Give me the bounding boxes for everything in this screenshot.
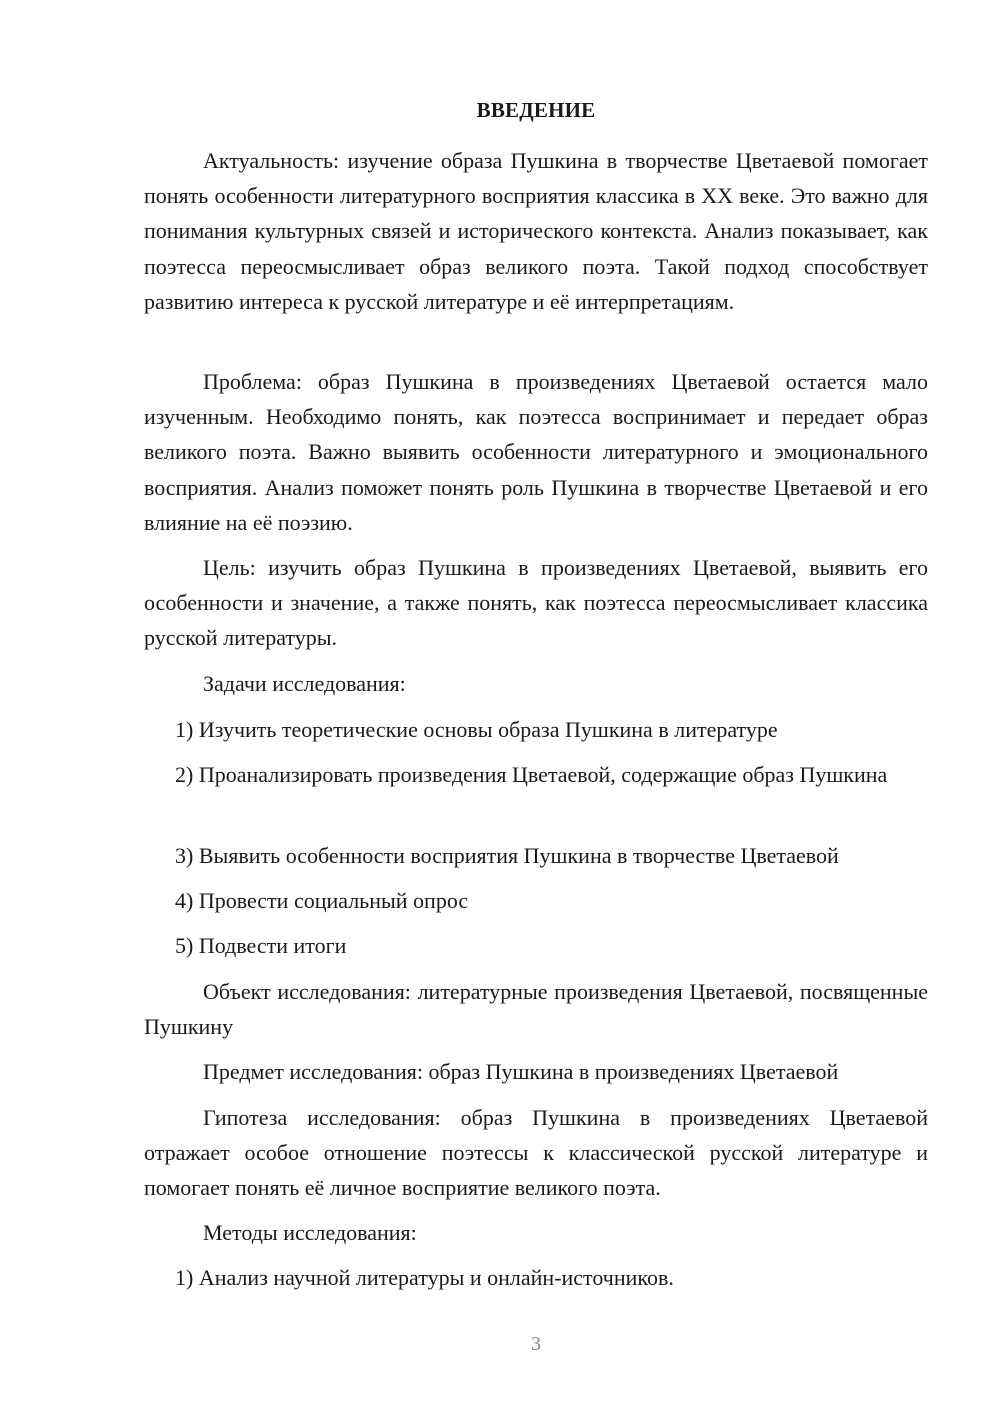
- section-title: ВВЕДЕНИЕ: [476, 98, 596, 122]
- paragraph-goal: Цель: изучить образ Пушкина в произведениях Цветаевой, выявить его особенности и значение, а также понять, как поэтесса переосмысливает классика русской литературы.: [144, 555, 928, 651]
- method-item-1: 1) Анализ научной литературы и онлайн-источников.: [175, 1265, 674, 1290]
- paragraph-subject: Предмет исследования: образ Пушкина в произведениях Цветаевой: [203, 1059, 839, 1084]
- paragraph-tasks-heading: Задачи исследования:: [203, 671, 406, 696]
- paragraph-relevance: Актуальность: изучение образа Пушкина в творчестве Цветаевой помогает понять особенности литературного восприятия классика в XX веке. Это важно для понимания культурных связей и исторического контекста. Анализ показывает, как поэтесса переосмысливает образ великого поэта. Такой подход способствует развитию интереса к русской литературе и её интерпретациям.: [144, 148, 928, 314]
- task-item-3: 3) Выявить особенности восприятия Пушкина в творчестве Цветаевой: [175, 843, 839, 868]
- task-item-2: 2) Проанализировать произведения Цветаевой, содержащие образ Пушкина: [175, 762, 888, 787]
- task-item-1: 1) Изучить теоретические основы образа Пушкина в литературе: [175, 717, 778, 742]
- paragraph-problem: Проблема: образ Пушкина в произведениях Цветаевой остается мало изученным. Необходимо понять, как поэтесса воспринимает и передает образ великого поэта. Важно выявить особенности литературного и эмоционального восприятия. Анализ поможет понять роль Пушкина в творчестве Цветаевой и его влияние на её поэзию.: [144, 369, 928, 535]
- paragraph-methods-heading: Методы исследования:: [203, 1220, 417, 1245]
- paragraph-object: Объект исследования: литературные произведения Цветаевой, посвященные Пушкину: [144, 979, 928, 1040]
- document-page: [144, 0, 928, 1414]
- paragraph-hypothesis: Гипотеза исследования: образ Пушкина в произведениях Цветаевой отражает особое отношение поэтессы к классической русской литературе и помогает понять её личное восприятие великого поэта.: [144, 1105, 928, 1201]
- task-item-4: 4) Провести социальный опрос: [175, 888, 469, 913]
- task-item-5: 5) Подвести итоги: [175, 933, 347, 958]
- page-number: 3: [531, 1333, 541, 1355]
